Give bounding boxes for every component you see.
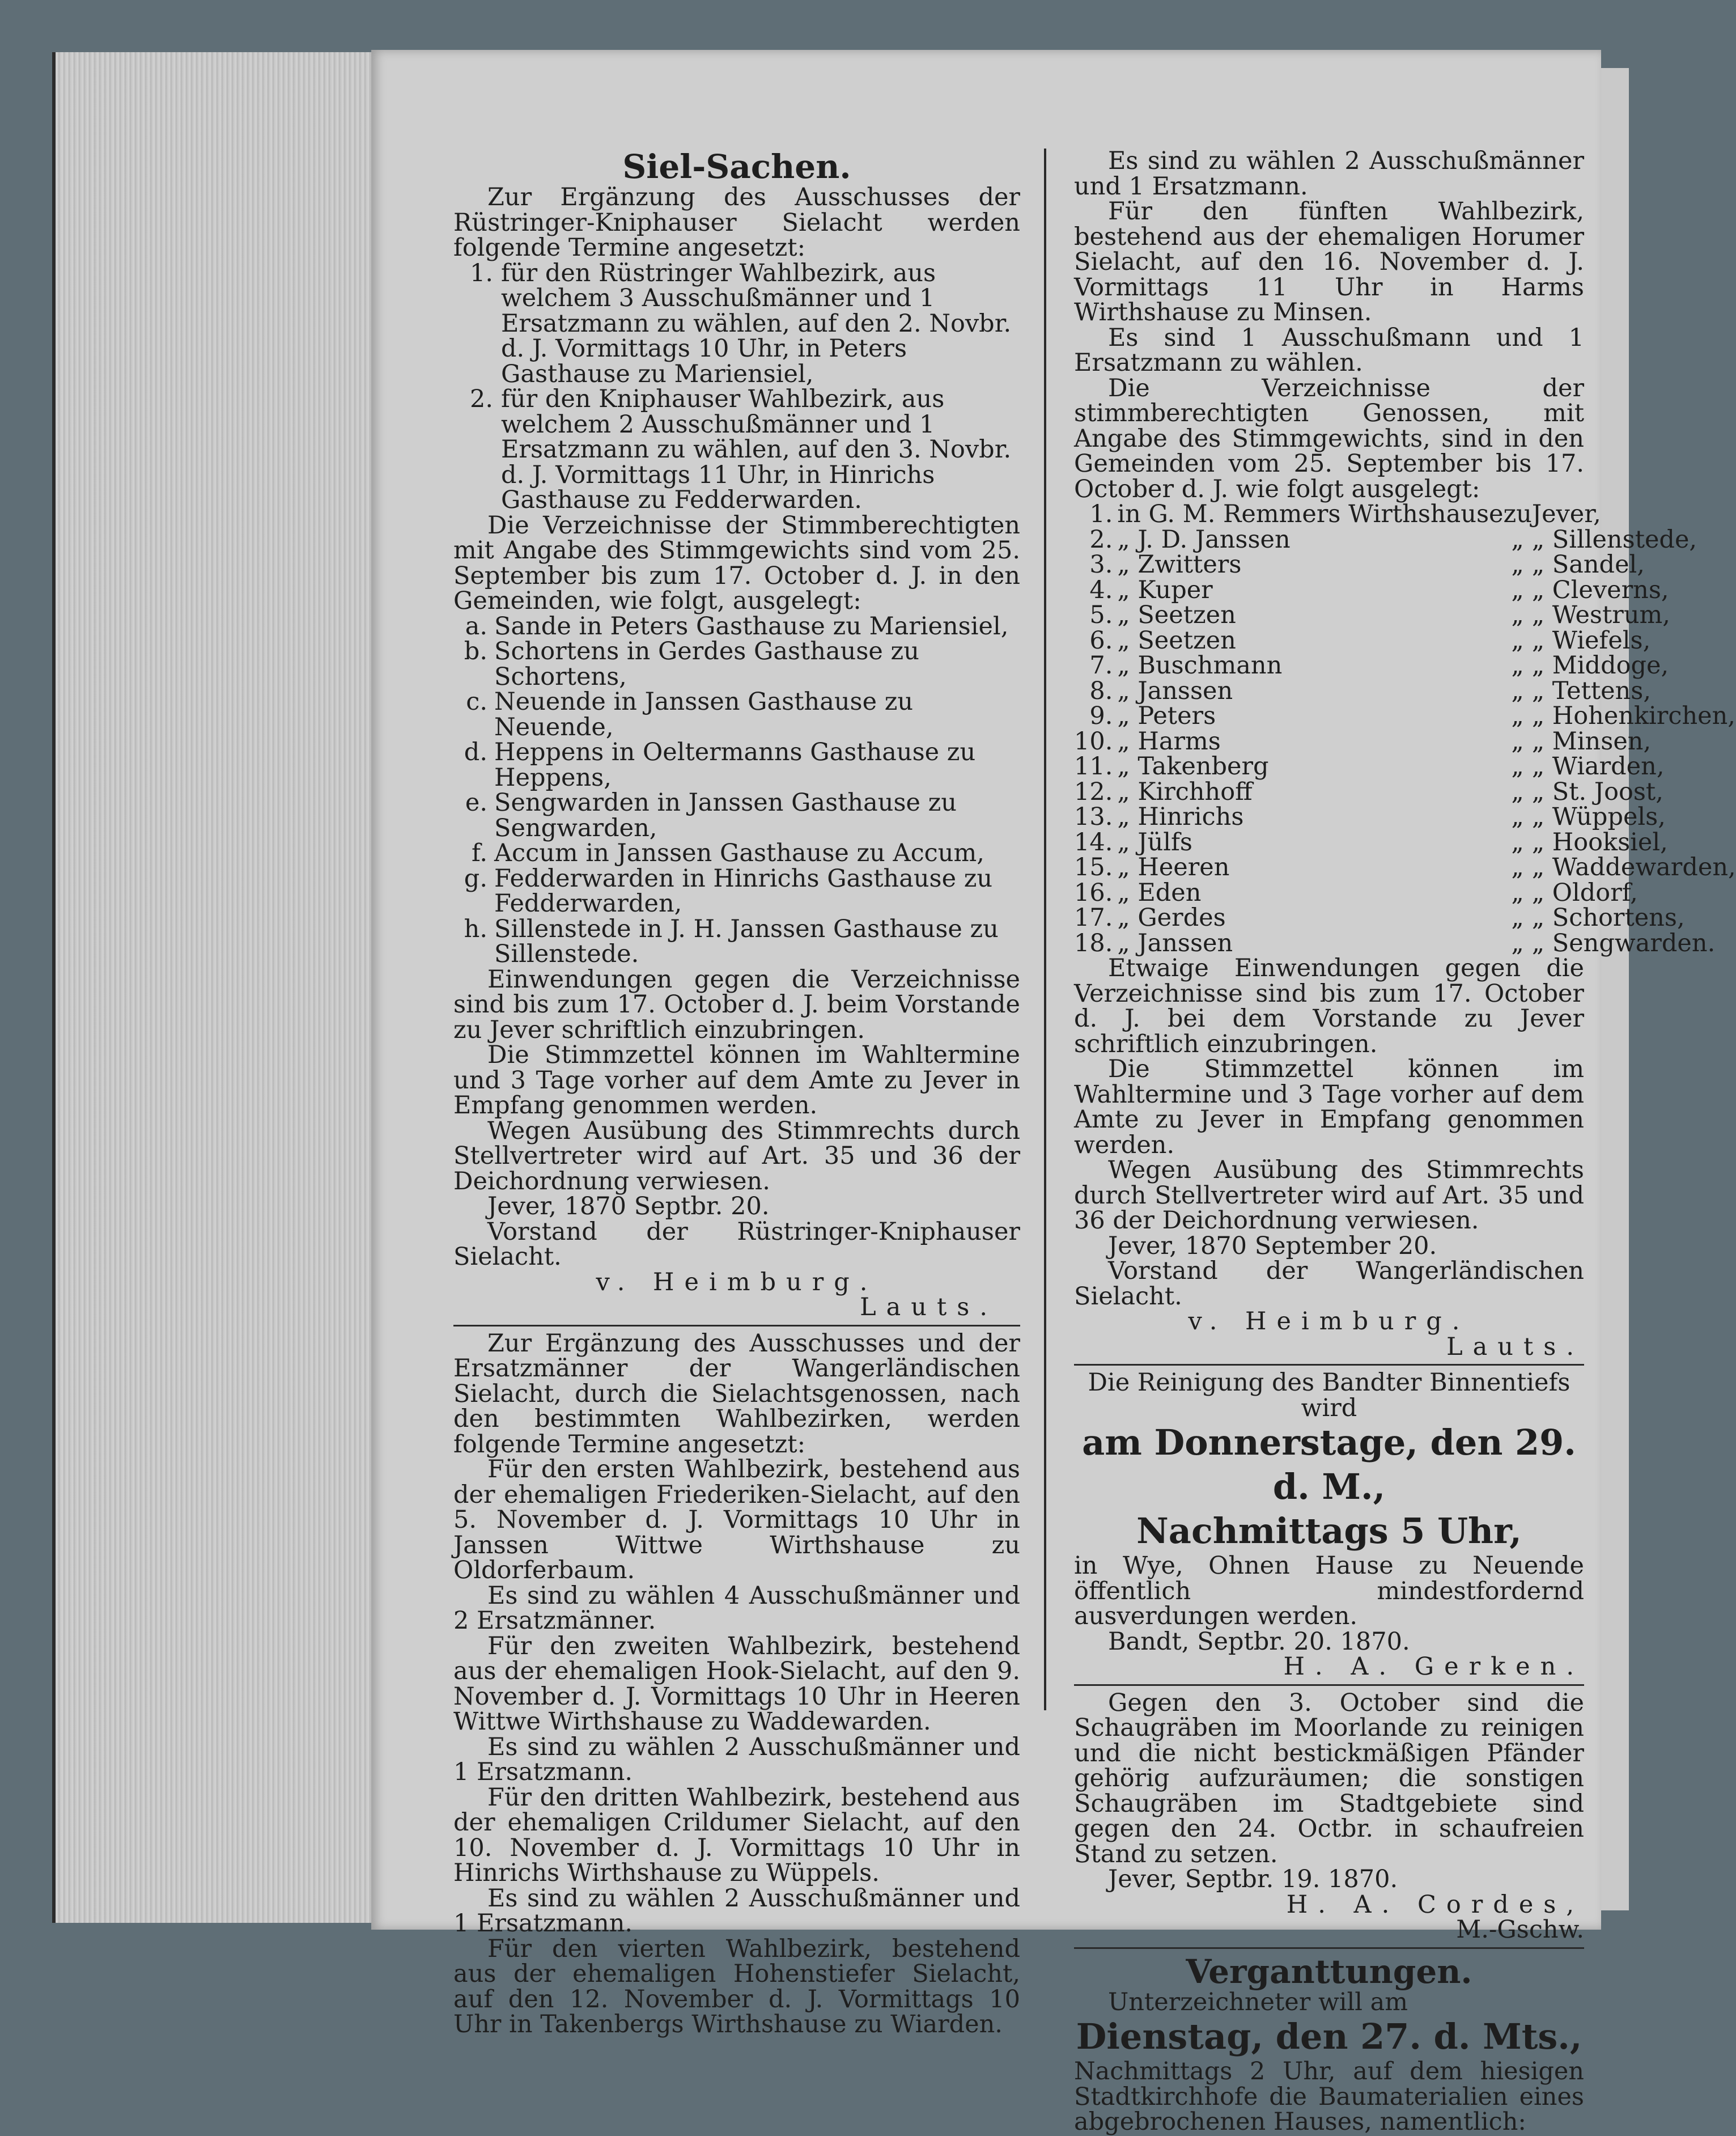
right-column [1074, 147, 1736, 2136]
district-4-count: Es sind zu wählen 2 Ausschußmänner und 1 Ersatzmann. [1074, 147, 1584, 201]
board-line: Vorstand der Wangerländischen Sielacht. [1074, 1257, 1584, 1311]
table-row: 8. „ Janssen „ „ Tettens, [1089, 676, 1651, 705]
section-title-siel-sachen: Siel-Sachen. [622, 147, 851, 186]
place-item: b. Schortens in Gerdes Gasthause zu Schortens, [464, 637, 919, 691]
table-row: 10. „ Harms „ „ Minsen, [1074, 727, 1652, 756]
wangerland-intro: Zur Ergänzung des Ausschusses und der Ersatzmänner der Wangerländischen Sielacht, durch die Sielachtsgenossen, nach den bestimmten Wahlbezirken, werden folgende Termine angesetzt: [453, 1329, 1020, 1459]
intro-paragraph: Zur Ergänzung des Ausschusses der Rüstringer-Kniphauser Sielacht werden folgende Termine angesetzt: [453, 183, 1020, 262]
place-item: a. Sande in Peters Gasthause zu Mariensiel, [465, 612, 1009, 641]
list-intro-paragraph: Die Verzeichnisse der Stimmberechtigten mit Angabe des Stimmgewichts sind vom 25. September bis zum 17. October d. J. in den Gemeinden, wie folgt, ausgelegt: [453, 511, 1020, 615]
district-1: Für den ersten Wahlbezirk, bestehend aus der ehemaligen Friederiken-Sielacht, auf den 5. November d. J. Vormittags 10 Uhr in Janssen Wittwe Wirthshause zu Oldorferbaum. [453, 1455, 1020, 1584]
column-divider [1044, 149, 1046, 1710]
table-row: 11. „ Takenberg „ „ Wiarden, [1074, 752, 1665, 781]
signature-secondary: Lauts. [1446, 1332, 1584, 1361]
cleaning-time-headline: Nachmittags 5 Uhr, [1136, 1510, 1522, 1552]
section-rule [453, 1325, 1020, 1326]
table-row: 1. in G. M. Remmers Wirthshause zu Jever, [1089, 500, 1601, 528]
district-5-count: Es sind 1 Ausschußmann und 1 Ersatzmann zu wählen. [1074, 323, 1584, 377]
section-rule [1074, 1364, 1584, 1366]
cleaning-intro: Die Reinigung des Bandter Binnentiefs wird [1088, 1368, 1571, 1422]
place-item: d. Heppens in Oeltermanns Gasthause zu Heppens, [464, 738, 976, 792]
place-item: c. Neuende in Janssen Gasthause zu Neuende, [466, 688, 914, 741]
auction-details: Nachmittags 2 Uhr, auf dem hiesigen Stadtkirchhofe die Baumaterialien eines abgebrochenen Hauses, namentlich: [1074, 2057, 1584, 2136]
district-1-count: Es sind zu wählen 4 Ausschußmänner und 2 Ersatzmänner. [453, 1581, 1020, 1635]
district-4: Für den vierten Wahlbezirk, bestehend aus der ehemaligen Hohenstiefer Sielacht, auf den 12. November d. J. Vormittags 10 Uhr in Takenbergs Wirthshause zu Wiarden. [453, 1934, 1020, 2038]
place-item: e. Sengwarden in Janssen Gasthause zu Sengwarden, [465, 789, 957, 842]
table-row: 7. „ Buschmann „ „ Middoge, [1089, 651, 1669, 680]
objections-paragraph: Einwendungen gegen die Verzeichnisse sind bis zum 17. October d. J. beim Vorstande zu Jever schriftlich einzubringen. [453, 965, 1020, 1044]
table-row: 16. „ Eden „ „ Oldorf, [1074, 878, 1638, 907]
table-row: 15. „ Heeren „ „ Waddewarden, [1074, 853, 1736, 881]
ditch-dateline: Jever, Septbr. 19. 1870. [1108, 1865, 1398, 1893]
auction-date-headline: Dienstag, den 27. d. Mts., [1076, 2016, 1582, 2057]
section-title-auctions: Verganttungen. [1186, 1952, 1472, 1991]
place-item: f. Accum in Janssen Gasthause zu Accum, [471, 839, 984, 867]
section-rule [1074, 1947, 1584, 1949]
district-2-count: Es sind zu wählen 2 Ausschußmänner und 1 Ersatzmann. [453, 1732, 1020, 1786]
proxy-paragraph: Wegen Ausübung des Stimmrechts durch Stellvertreter wird auf Art. 35 und 36 der Deichordnung verwiesen. [453, 1116, 1020, 1196]
cleaning-date-headline: am Donnerstage, den 29. d. M., [1082, 1422, 1576, 1507]
auction-intro: Unterzeichneter will am [1108, 1987, 1408, 2016]
book-page-edges [52, 52, 373, 1923]
cleaning-details: in Wye, Ohnen Hause zu Neuende öffentlich mindestfordernd ausverdungen werden. [1074, 1552, 1584, 1630]
ditch-signature: H. A. Cordes, [1286, 1890, 1584, 1919]
next-page-edge [1601, 68, 1629, 1910]
table-row: 14. „ Jülfs „ „ Hooksiel, [1074, 828, 1668, 857]
left-column [453, 149, 1020, 2037]
table-row: 13. „ Hinrichs „ „ Wüppels, [1074, 803, 1666, 831]
dateline: Jever, 1870 Septbr. 20. [487, 1192, 770, 1220]
dateline: Jever, 1870 September 20. [1108, 1231, 1437, 1260]
table-row: 4. „ Kuper „ „ Cleverns, [1089, 575, 1669, 604]
ditch-signature-title: M.-Gschw. [1456, 1915, 1584, 1944]
district-2: Für den zweiten Wahlbezirk, bestehend aus der ehemaligen Hook-Sielacht, auf den 9. November d. J. Vormittags 10 Uhr in Heeren Wittwe Wirthshause zu Waddewarden. [453, 1631, 1020, 1736]
term-item: 1. für den Rüstringer Wahlbezirk, aus welchem 3 Ausschußmänner und 1 Ersatzmann zu wählen, auf den 2. Novbr. d. J. Vormittags 10 Uhr, in Peters Gasthause zu Mariensiel, [469, 258, 1012, 388]
objections-paragraph: Etwaige Einwendungen gegen die Verzeichnisse sind bis zum 17. October d. J. bei dem Vorstande zu Jever schriftlich einzubringen. [1074, 954, 1584, 1058]
place-item: g. Fedderwarden in Hinrichs Gasthause zu Fedderwarden, [464, 864, 993, 918]
table-row: 3. „ Zwitters „ „ Sandel, [1089, 550, 1645, 579]
table-row: 6. „ Seetzen „ „ Wiefels, [1089, 626, 1651, 655]
ballots-paragraph: Die Stimmzettel können im Wahltermine und 3 Tage vorher auf dem Amte zu Jever in Empfang genommen werden. [453, 1041, 1020, 1120]
ballots-paragraph: Die Stimmzettel können im Wahltermine und 3 Tage vorher auf dem Amte zu Jever in Empfang genommen werden. [1074, 1055, 1584, 1159]
list-intro-paragraph: Die Verzeichnisse der stimmberechtigten Genossen, mit Angabe des Stimmgewichts, sind in den Gemeinden vom 25. September bis 17. October d. J. wie folgt ausgelegt: [1074, 374, 1584, 503]
district-3-count: Es sind zu wählen 2 Ausschußmänner und 1 Ersatzmann. [453, 1884, 1020, 1938]
inn-list-table [1074, 502, 1736, 956]
cleaning-dateline: Bandt, Septbr. 20. 1870. [1108, 1627, 1410, 1656]
section-rule [1074, 1684, 1584, 1686]
district-3: Für den dritten Wahlbezirk, bestehend aus der ehemaligen Crildumer Sielacht, auf den 10. November d. J. Vormittags 10 Uhr in Hinrichs Wirthshause zu Wüppels. [453, 1783, 1020, 1887]
ditch-notice: Gegen den 3. October sind die Schaugräben im Moorlande zu reinigen und die nicht bestickmäßigen Pfänder gehörig aufzuräumen; die sonstigen Schaugräben im Stadtgebiete sind gegen den 24. Octbr. in schaufreien Stand zu setzen. [1074, 1688, 1584, 1868]
table-row: 2. „ J. D. Janssen „ „ Sillenstede, [1089, 525, 1697, 554]
signature: v. Heimburg. [596, 1268, 878, 1296]
table-row: 5. „ Seetzen „ „ Westrum, [1089, 601, 1670, 629]
table-row: 18. „ Janssen „ „ Sengwarden. [1074, 929, 1716, 957]
cleaning-signature: H. A. Gerken. [1283, 1652, 1584, 1681]
term-item: 2. für den Kniphauser Wahlbezirk, aus welchem 2 Ausschußmänner und 1 Ersatzmann zu wählen, auf den 3. Novbr. d. J. Vormittags 11 Uhr, in Hinrichs Gasthause zu Fedderwarden. [469, 385, 1012, 514]
signature: v. Heimburg. [1188, 1307, 1470, 1336]
proxy-paragraph: Wegen Ausübung des Stimmrechts durch Stellvertreter wird auf Art. 35 und 36 der Deichordnung verwiesen. [1074, 1156, 1584, 1235]
table-row: 12. „ Kirchhoff „ „ St. Joost, [1074, 777, 1663, 806]
district-5: Für den fünften Wahlbezirk, bestehend aus der ehemaligen Horumer Sielacht, auf den 16. November d. J. Vormittags 11 Uhr in Harms Wirthshause zu Minsen. [1074, 197, 1584, 327]
table-row: 9. „ Peters „ „ Hohenkirchen, [1089, 702, 1735, 730]
place-item: h. Sillenstede in J. H. Janssen Gasthause zu Sillenstede. [464, 914, 999, 968]
table-row: 17. „ Gerdes „ „ Schortens, [1074, 904, 1685, 932]
signature-secondary: Lauts. [860, 1293, 998, 1321]
board-line: Vorstand der Rüstringer-Kniphauser Sielacht. [453, 1217, 1020, 1271]
